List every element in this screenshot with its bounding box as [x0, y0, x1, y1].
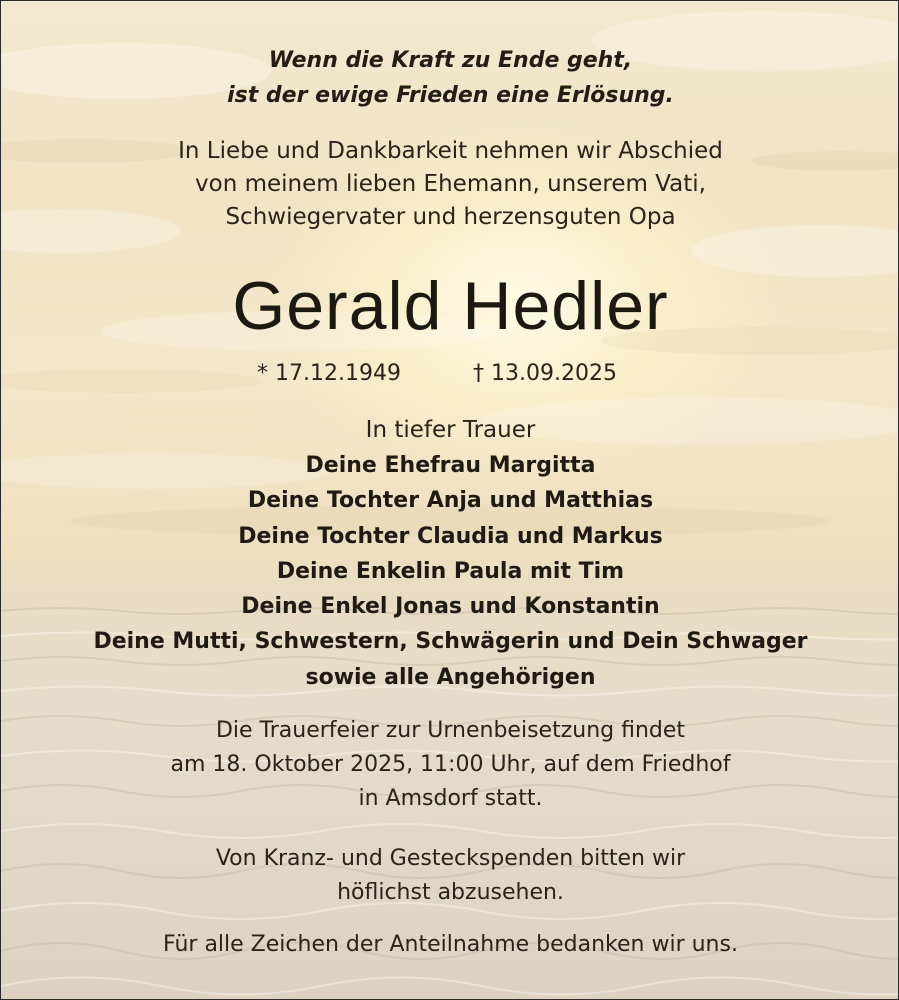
- farewell-intro: [1, 135, 899, 234]
- motto-quote: [1, 43, 899, 113]
- deceased-name: Gerald Hedler: [232, 268, 669, 344]
- mourner-item: Deine Enkelin Paula mit Tim: [276, 558, 625, 584]
- motto-line-2: ist der ewige Frieden eine Erlösung.: [227, 83, 674, 108]
- funeral-ceremony-info: [1, 714, 899, 816]
- ceremony-line-1: Die Trauerfeier zur Urnenbeisetzung findet: [215, 718, 686, 743]
- mourner-item: Deine Enkel Jonas und Konstantin: [241, 594, 660, 620]
- flower-donation-note: [1, 842, 899, 910]
- mourner-item: Deine Mutti, Schwestern, Schwägerin und Dein Schwager: [93, 629, 808, 655]
- intro-line-2: von meinem lieben Ehemann, unserem Vati,: [195, 171, 706, 197]
- ceremony-line-3: in Amsdorf statt.: [358, 786, 543, 811]
- death-date: † 13.09.2025: [473, 361, 617, 386]
- mourner-item: sowie alle Angehörigen: [305, 664, 596, 690]
- mourning-intro: In tiefer Trauer: [365, 417, 536, 443]
- flowers-line-2: höflichst abzusehen.: [337, 880, 564, 905]
- intro-line-1: In Liebe und Dankbarkeit nehmen wir Abschied: [178, 138, 723, 164]
- mourner-item: Deine Ehefrau Margitta: [305, 453, 596, 478]
- mourners-list: [1, 448, 899, 695]
- flowers-line-1: Von Kranz- und Gesteckspenden bitten wir: [215, 846, 686, 871]
- mourner-item: Deine Tochter Anja und Matthias: [247, 488, 654, 514]
- motto-line-1: Wenn die Kraft zu Ende geht,: [268, 48, 633, 73]
- ceremony-line-2: am 18. Oktober 2025, 11:00 Uhr, auf dem Friedhof: [170, 752, 731, 777]
- birth-date: * 17.12.1949: [257, 361, 401, 386]
- mourner-item: Deine Tochter Claudia und Markus: [238, 523, 663, 549]
- thanks-note: Für alle Zeichen der Anteilnahme bedanken wir uns.: [163, 932, 738, 957]
- intro-line-3: Schwiegervater und herzensguten Opa: [225, 204, 676, 230]
